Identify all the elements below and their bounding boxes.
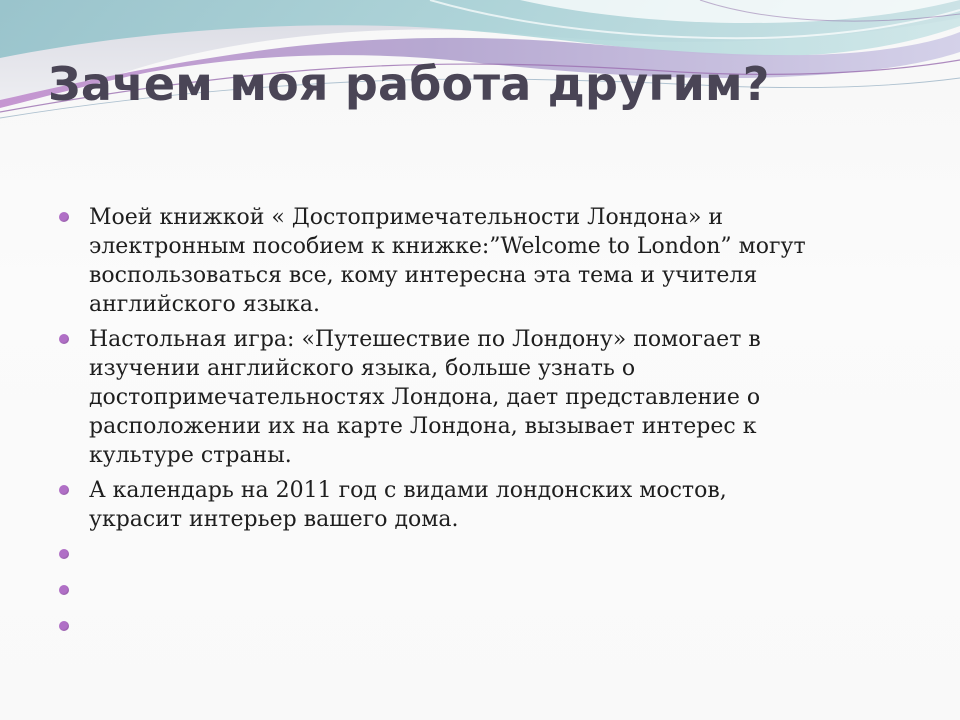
bullet-line: культуре страны. <box>89 443 292 468</box>
bullet-text <box>89 325 938 470</box>
bullet-line: электронным пособием к книжке:”Welcome to London” могут <box>89 234 806 259</box>
bullet-text <box>89 476 938 534</box>
bullet-line: воспользоваться все, кому интересна эта тема и учителя <box>89 263 758 288</box>
bullet-dot-icon <box>59 585 69 595</box>
bullet-item <box>58 203 938 319</box>
bullet-item <box>58 476 938 534</box>
bullet-line: Настольная игра: «Путешествие по Лондону» помогает в <box>89 327 761 352</box>
bullet-dot-icon <box>59 621 69 631</box>
bullet-dot-icon <box>59 549 69 559</box>
bullet-text <box>89 203 938 319</box>
bullet-dot-icon <box>59 212 69 222</box>
bullet-item-empty <box>58 540 938 570</box>
bullet-line: достопримечательностях Лондона, дает представление о <box>89 385 761 410</box>
bullet-line: украсит интерьер вашего дома. <box>89 507 459 532</box>
bullet-list <box>58 203 938 648</box>
bullet-line: английского языка. <box>89 292 320 317</box>
bullet-item-empty <box>58 576 938 606</box>
bullet-line: расположении их на карте Лондона, вызывает интерес к <box>89 414 757 439</box>
bullet-line: Моей книжкой « Достопримечательности Лондона» и <box>89 205 724 230</box>
bullet-dot-icon <box>59 334 69 344</box>
bullet-line: А календарь на 2011 год с видами лондонских мостов, <box>89 478 727 503</box>
bullet-dot-icon <box>59 485 69 495</box>
bullet-line: изучении английского языка, больше узнать о <box>89 356 636 381</box>
slide-title: Зачем моя работа другим? <box>48 57 770 111</box>
bullet-item-empty <box>58 612 938 642</box>
bullet-item <box>58 325 938 470</box>
